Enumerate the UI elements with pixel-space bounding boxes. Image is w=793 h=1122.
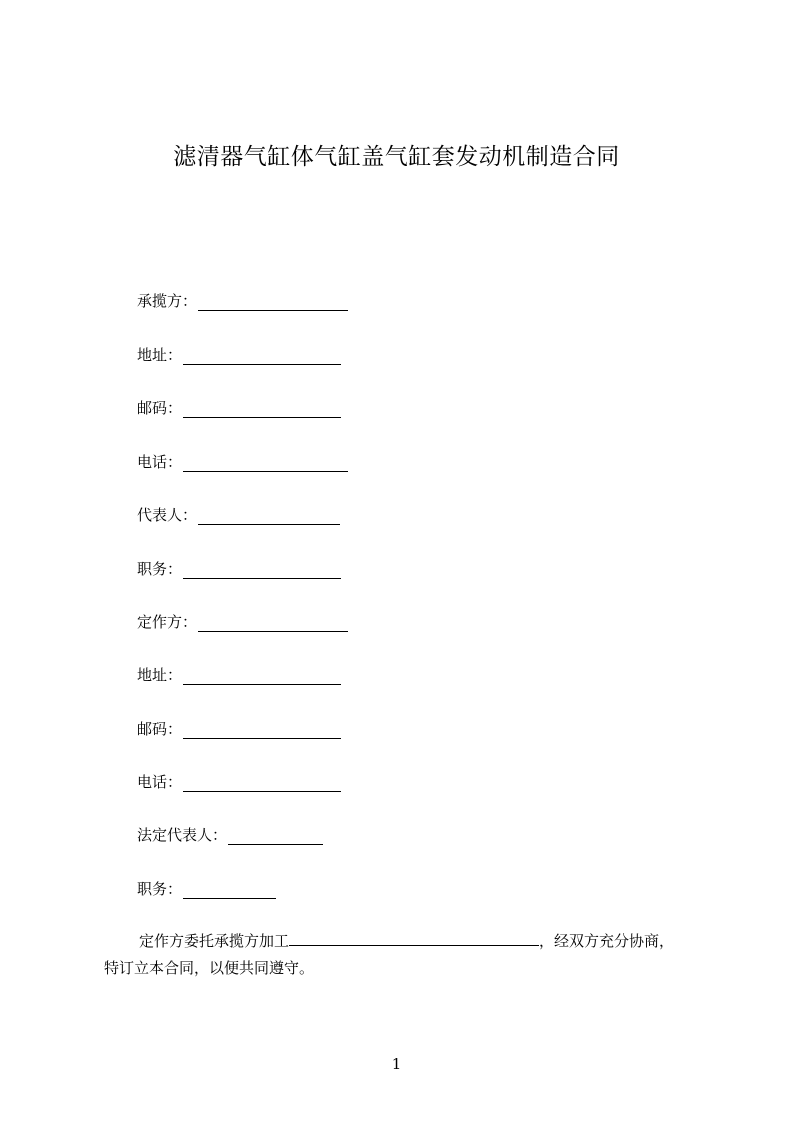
client-party-label: 定作方： xyxy=(137,613,198,631)
contractor-address-field xyxy=(137,343,341,365)
client-phone-field xyxy=(137,770,341,792)
client-position-field xyxy=(137,877,276,899)
client-address-blank[interactable] xyxy=(183,669,341,685)
client-postcode-field xyxy=(137,717,341,739)
client-party-blank[interactable] xyxy=(198,616,348,632)
client-phone-blank[interactable] xyxy=(183,776,341,792)
client-phone-label: 电话： xyxy=(137,773,183,791)
intro-part1: 定作方委托承揽方加工 xyxy=(139,932,290,950)
contractor-phone-field xyxy=(137,450,348,472)
contractor-phone-label: 电话： xyxy=(137,453,183,471)
contractor-position-blank[interactable] xyxy=(183,563,341,579)
contractor-address-blank[interactable] xyxy=(183,349,341,365)
client-postcode-blank[interactable] xyxy=(183,723,341,739)
intro-line-2: 特订立本合同，以便共同遵守。 xyxy=(104,959,315,977)
client-legal-rep-field xyxy=(137,823,323,845)
contractor-representative-blank[interactable] xyxy=(198,509,340,525)
client-legal-rep-blank[interactable] xyxy=(228,829,323,845)
intro-item-blank[interactable] xyxy=(289,930,539,946)
document-title: 滤清器气缸体气缸盖气缸套发动机制造合同 xyxy=(173,144,620,170)
contractor-postcode-blank[interactable] xyxy=(183,402,341,418)
contractor-party-field xyxy=(137,289,348,311)
client-position-blank[interactable] xyxy=(183,883,276,899)
contractor-postcode-label: 邮码： xyxy=(137,399,183,417)
client-position-label: 职务： xyxy=(137,880,183,898)
contractor-party-blank[interactable] xyxy=(198,295,348,311)
client-legal-rep-label: 法定代表人： xyxy=(137,826,228,844)
contractor-postcode-field xyxy=(137,396,341,418)
contractor-representative-label: 代表人： xyxy=(137,506,198,524)
contractor-party-label: 承揽方： xyxy=(137,292,198,310)
contractor-phone-blank[interactable] xyxy=(183,456,348,472)
page-number: 1 xyxy=(391,1055,402,1073)
client-address-label: 地址： xyxy=(137,666,183,684)
contractor-position-label: 职务： xyxy=(137,560,183,578)
intro-paragraph xyxy=(104,928,704,982)
contractor-position-field xyxy=(137,557,341,579)
client-address-field xyxy=(137,663,341,685)
intro-line-1 xyxy=(104,928,704,955)
intro-part2: ，经双方充分协商， xyxy=(539,932,675,950)
client-party-field xyxy=(137,610,348,632)
contractor-address-label: 地址： xyxy=(137,346,183,364)
contractor-representative-field xyxy=(137,503,340,525)
client-postcode-label: 邮码： xyxy=(137,720,183,738)
